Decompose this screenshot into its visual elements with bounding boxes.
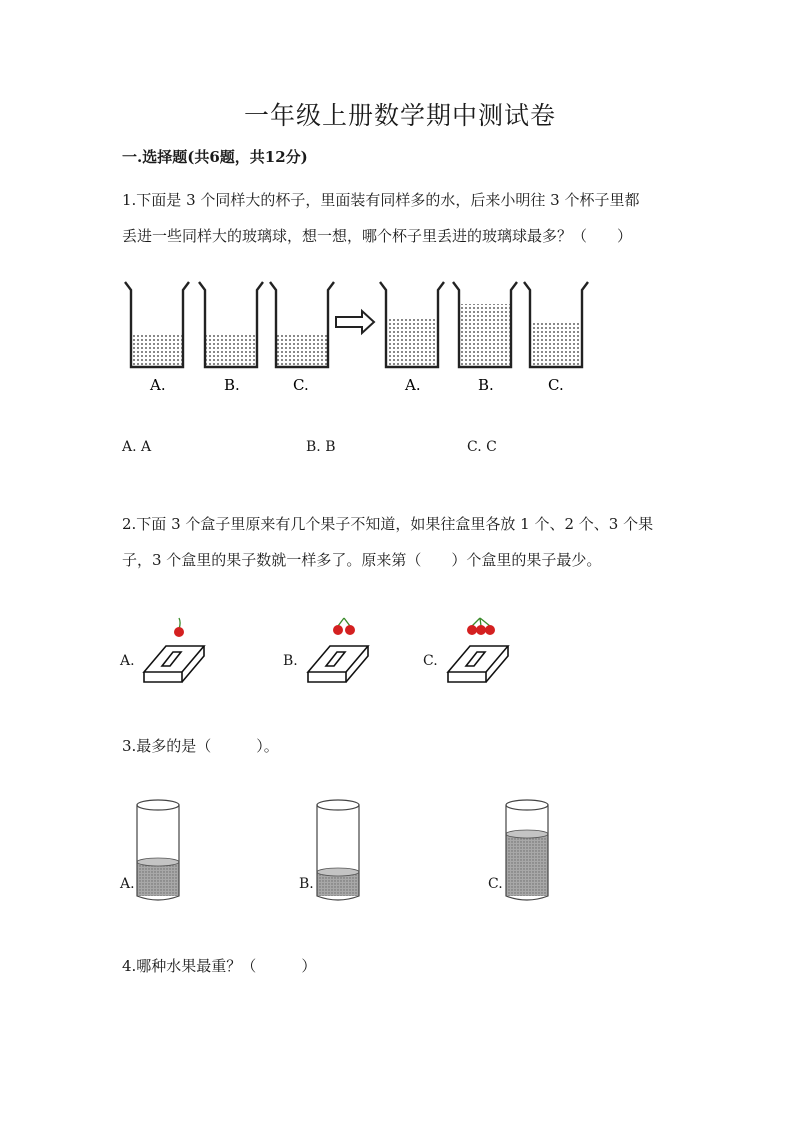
box-icon xyxy=(308,646,368,682)
question-1-line-2: 丢进一些同样大的玻璃球，想一想，哪个杯子里丢进的玻璃球最多？（ ） xyxy=(122,227,633,245)
question-2 xyxy=(122,506,682,578)
q1-option-b[interactable]: B. B xyxy=(306,439,336,455)
figure-label-c-after: C. xyxy=(548,376,564,394)
beaker-before-a xyxy=(125,282,189,367)
box-icon xyxy=(144,646,204,682)
question-4-line-1: 4.哪种水果最重？（ ） xyxy=(122,957,317,975)
section-heading: 一.选择题(共6题，共12分) xyxy=(122,148,308,166)
q2-option-b[interactable]: B. xyxy=(283,653,298,669)
cherries-icon xyxy=(467,618,495,635)
beakers-figure xyxy=(120,278,595,398)
beaker-after-c xyxy=(524,282,588,367)
box-with-cherries-a xyxy=(140,610,210,688)
question-4 xyxy=(122,948,682,984)
box-icon xyxy=(448,646,508,682)
question-3-line-1: 3.最多的是（ ）。 xyxy=(122,737,279,755)
cylinder-b xyxy=(313,796,363,902)
q2-option-c[interactable]: C. xyxy=(423,653,438,669)
box-with-cherries-b xyxy=(304,610,374,688)
q3-option-a[interactable]: A. xyxy=(120,876,135,892)
q3-option-b[interactable]: B. xyxy=(299,876,314,892)
cherry-icon xyxy=(174,618,184,637)
beaker-before-c xyxy=(270,282,334,367)
figure-label-a-after: A. xyxy=(405,376,421,394)
figure-label-b: B. xyxy=(224,376,240,394)
q1-option-c[interactable]: C. C xyxy=(467,439,497,455)
beaker-before-b xyxy=(199,282,263,367)
question-2-line-1: 2.下面 3 个盒子里原来有几个果子不知道，如果往盒里各放 1 个、2 个、3 个果 xyxy=(122,515,654,533)
cylinder-a xyxy=(133,796,183,902)
figure-label-b-after: B. xyxy=(478,376,494,394)
beaker-after-b xyxy=(453,282,517,367)
figure-label-a: A. xyxy=(150,376,166,394)
question-1 xyxy=(122,182,682,254)
question-1-line-1: 1.下面是 3 个同样大的杯子，里面装有同样多的水，后来小明往 3 个杯子里都 xyxy=(122,191,640,209)
beaker-after-a xyxy=(380,282,444,367)
question-2-line-2: 子，3 个盒里的果子数就一样多了。原来第（ ）个盒里的果子最少。 xyxy=(122,551,602,569)
cylinder-c xyxy=(502,796,552,902)
question-3 xyxy=(122,728,682,764)
q2-option-a[interactable]: A. xyxy=(120,653,135,669)
q1-option-a[interactable]: A. A xyxy=(122,439,152,455)
cherries-icon xyxy=(333,618,355,635)
figure-label-c: C. xyxy=(293,376,309,394)
arrow-icon xyxy=(336,311,374,333)
box-with-cherries-c xyxy=(444,610,514,688)
page-title: 一年级上册数学期中测试卷 xyxy=(243,101,556,130)
q3-option-c[interactable]: C. xyxy=(488,876,503,892)
